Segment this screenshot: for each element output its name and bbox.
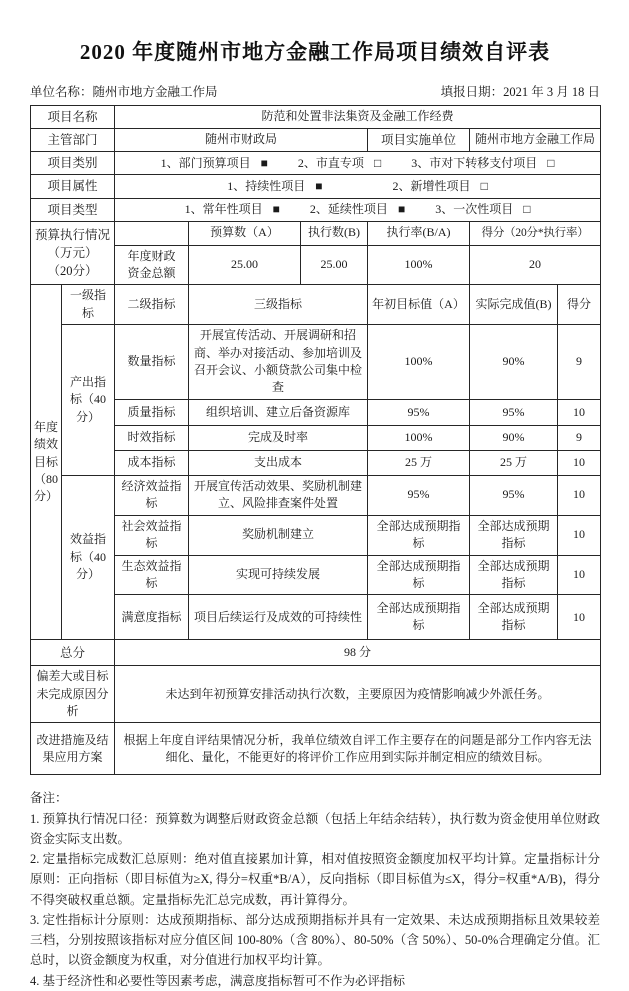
indicator-row-quality: [31, 399, 601, 425]
score-value: 10: [558, 475, 601, 515]
budget-label-line2: （万元）: [47, 245, 98, 260]
checkbox-checked-icon: ■: [315, 178, 323, 193]
checkbox-checked-icon: ■: [272, 201, 280, 216]
row-improvement: [31, 723, 601, 775]
deviation-label: 偏差大或目标未完成原因分析: [31, 666, 115, 723]
category-options: [115, 152, 601, 175]
total-score-value: 98 分: [115, 640, 601, 666]
option-annual-project: [185, 201, 280, 218]
note-item-2: 2. 定量指标完成数汇总原则：绝对值直接累加计算，相对值按照资金额度加权平均计算。定量指标计分原则：正向指标（即目标值为≥X, 得分=权重*B/A），反向指标（即目标值为≤X，得分=权重*A/B)，得分不得突破权重总额。定量指标先汇总完成数，再计算得分。: [30, 852, 600, 907]
header-level1: 一级指标: [62, 285, 115, 325]
option-continuous-project: [227, 178, 322, 195]
budget-header-score: 得分（20分*执行率）: [470, 221, 601, 245]
actual-value: 95%: [470, 399, 558, 425]
deviation-value: 未达到年初预算安排活动执行次数，主要原因为疫情影响减少外派任务。: [115, 666, 601, 723]
level3-text: 奖励机制建立: [189, 515, 368, 555]
impl-unit-label: 项目实施单位: [368, 129, 470, 152]
header-score: 得分: [558, 285, 601, 325]
actual-value: 全部达成预期指标: [470, 555, 558, 595]
checkbox-unchecked-icon: □: [480, 178, 488, 193]
indicator-row-satisfaction: [31, 595, 601, 640]
benefit-group-label: 效益指标（40分）: [62, 475, 115, 640]
score-value: 9: [558, 325, 601, 400]
report-date-label: 填报日期：: [440, 85, 504, 99]
actual-value: 全部达成预期指标: [470, 515, 558, 555]
budget-header-planned: 预算数（A）: [189, 221, 301, 245]
meta-row: [30, 82, 600, 100]
option-label: 3、市对下转移支付项目: [411, 155, 538, 170]
report-date-value: 2021 年 3 月 18 日: [503, 85, 600, 99]
report-date: [441, 82, 600, 100]
target-value: 95%: [368, 399, 470, 425]
option-onetime-project: [435, 201, 530, 218]
option-label: 1、持续性项目: [227, 178, 306, 193]
row-deviation: [31, 666, 601, 723]
option-label: 3、一次性项目: [435, 201, 514, 216]
option-label: 1、部门预算项目: [160, 155, 251, 170]
row-dept: [31, 129, 601, 152]
level3-text: 开展宣传活动效果、奖励机制建立、风险排查案件处置: [189, 475, 368, 515]
target-value: 100%: [368, 325, 470, 400]
indicator-row-ecological: [31, 555, 601, 595]
impl-unit-value: 随州市地方金融工作局: [470, 129, 601, 152]
unit-name-value: 随州市地方金融工作局: [92, 85, 218, 99]
page-title: 2020 年度随州市地方金融工作局项目绩效自评表: [79, 40, 551, 64]
indicator-row-economic: [31, 475, 601, 515]
improvement-label: 改进措施及结果应用方案: [31, 723, 115, 775]
notes-heading: 备注：: [30, 791, 68, 806]
budget-executed-value: 25.00: [301, 245, 368, 285]
checkbox-checked-icon: ■: [397, 201, 406, 216]
header-level3: 三级指标: [189, 285, 368, 325]
budget-label-line3: （20分）: [47, 264, 98, 279]
level2-label: 满意度指标: [115, 595, 189, 640]
target-value: 全部达成预期指标: [368, 555, 470, 595]
option-new-project: [393, 178, 488, 195]
budget-rate-value: 100%: [368, 245, 470, 285]
level3-text: 项目后续运行及成效的可持续性: [189, 595, 368, 640]
annual-target-label: 年度绩效目标（80分）: [31, 285, 62, 640]
option-label: 1、常年性项目: [184, 201, 263, 216]
actual-value: 全部达成预期指标: [470, 595, 558, 640]
notes-section: [30, 788, 600, 991]
row-type: [31, 198, 601, 221]
dept-value: 随州市财政局: [115, 129, 368, 152]
option-transfer-payment: [411, 155, 554, 172]
row-project-name: [31, 106, 601, 129]
actual-value: 90%: [470, 325, 558, 400]
score-value: 9: [558, 425, 601, 450]
header-level2: 二级指标: [115, 285, 189, 325]
level2-label: 社会效益指标: [115, 515, 189, 555]
budget-label-line1: 预算执行情况: [35, 227, 111, 242]
checkbox-unchecked-icon: □: [523, 201, 531, 216]
score-value: 10: [558, 450, 601, 475]
note-item-1: 1. 预算执行情况口径：预算数为调整后财政资金总额（包括上年结余结转），执行数为资金使用单位财政资金实际支出数。: [30, 811, 600, 846]
level2-label: 时效指标: [115, 425, 189, 450]
budget-empty-cell: [115, 221, 189, 245]
row-attribute: [31, 175, 601, 198]
note-item-3: 3. 定性指标计分原则：达成预期指标、部分达成预期指标并具有一定效果、未达成预期指标且效果较差三档，分别按照该指标对应分值区间 100-80%（含 80%）、80-50%（含 50%）、50-0%合理确定分值。汇总时，以资金额度为权重，对分值进行加权平均计算。: [30, 912, 600, 968]
indicator-row-social: [31, 515, 601, 555]
target-value: 全部达成预期指标: [368, 515, 470, 555]
budget-score-value: 20: [470, 245, 601, 285]
row-indicator-header: [31, 285, 601, 325]
actual-value: 90%: [470, 425, 558, 450]
row-budget-values: [31, 245, 601, 285]
level2-label: 数量指标: [115, 325, 189, 400]
score-value: 10: [558, 595, 601, 640]
option-city-special: [298, 155, 381, 172]
dept-label: 主管部门: [31, 129, 115, 152]
score-value: 10: [558, 555, 601, 595]
level3-text: 完成及时率: [189, 425, 368, 450]
attribute-label: 项目属性: [31, 175, 115, 198]
level3-text: 支出成本: [189, 450, 368, 475]
budget-section-label: [31, 221, 115, 285]
row-category: [31, 152, 601, 175]
output-group-label: 产出指标（40分）: [62, 325, 115, 476]
option-extended-project: [310, 201, 405, 218]
budget-row-label: 年度财政资金总额: [115, 245, 189, 285]
row-total-score: [31, 640, 601, 666]
unit-name: [30, 82, 218, 100]
improvement-value: 根据上年度自评结果情况分析，我单位绩效自评工作主要存在的问题是部分工作内容无法细化、量化，不能更好的将评价工作应用到实际并制定相应的绩效目标。: [115, 723, 601, 775]
attribute-options: [115, 175, 601, 198]
level3-text: 开展宣传活动、开展调研和招商、举办对接活动、参加培训及召开会议、小额贷款公司集中检查: [189, 325, 368, 400]
header-target: 年初目标值（A）: [368, 285, 470, 325]
option-label: 2、延续性项目: [309, 201, 388, 216]
option-dept-budget-project: [161, 155, 268, 172]
actual-value: 95%: [470, 475, 558, 515]
header-actual: 实际完成值(B): [470, 285, 558, 325]
level2-label: 成本指标: [115, 450, 189, 475]
actual-value: 25 万: [470, 450, 558, 475]
category-label: 项目类别: [31, 152, 115, 175]
row-budget-header: [31, 221, 601, 245]
target-value: 95%: [368, 475, 470, 515]
unit-name-label: 单位名称：: [30, 85, 93, 99]
indicator-row-timeliness: [31, 425, 601, 450]
note-item-4: 4. 基于经济性和必要性等因素考虑，满意度指标暂可不作为必评指标: [30, 973, 406, 988]
project-name-value: 防范和处置非法集资及金融工作经费: [115, 106, 601, 129]
level2-label: 生态效益指标: [115, 555, 189, 595]
type-label: 项目类型: [31, 198, 115, 221]
checkbox-unchecked-icon: □: [547, 155, 555, 170]
checkbox-checked-icon: ■: [260, 155, 268, 170]
budget-header-executed: 执行数(B): [301, 221, 368, 245]
budget-planned-value: 25.00: [189, 245, 301, 285]
indicator-row-quantity: [31, 325, 601, 400]
total-score-label: 总分: [31, 640, 115, 666]
indicator-row-cost: [31, 450, 601, 475]
level2-label: 质量指标: [115, 399, 189, 425]
level3-text: 实现可持续发展: [189, 555, 368, 595]
score-value: 10: [558, 399, 601, 425]
target-value: 100%: [368, 425, 470, 450]
level2-label: 经济效益指标: [115, 475, 189, 515]
checkbox-unchecked-icon: □: [373, 155, 382, 170]
evaluation-table: [30, 105, 601, 775]
budget-header-rate: 执行率(B/A): [368, 221, 470, 245]
option-label: 2、市直专项: [297, 155, 364, 170]
score-value: 10: [558, 515, 601, 555]
level3-text: 组织培训、建立后备资源库: [189, 399, 368, 425]
target-value: 25 万: [368, 450, 470, 475]
type-options: [115, 198, 601, 221]
project-name-label: 项目名称: [31, 106, 115, 129]
target-value: 全部达成预期指标: [368, 595, 470, 640]
option-label: 2、新增性项目: [392, 178, 471, 193]
